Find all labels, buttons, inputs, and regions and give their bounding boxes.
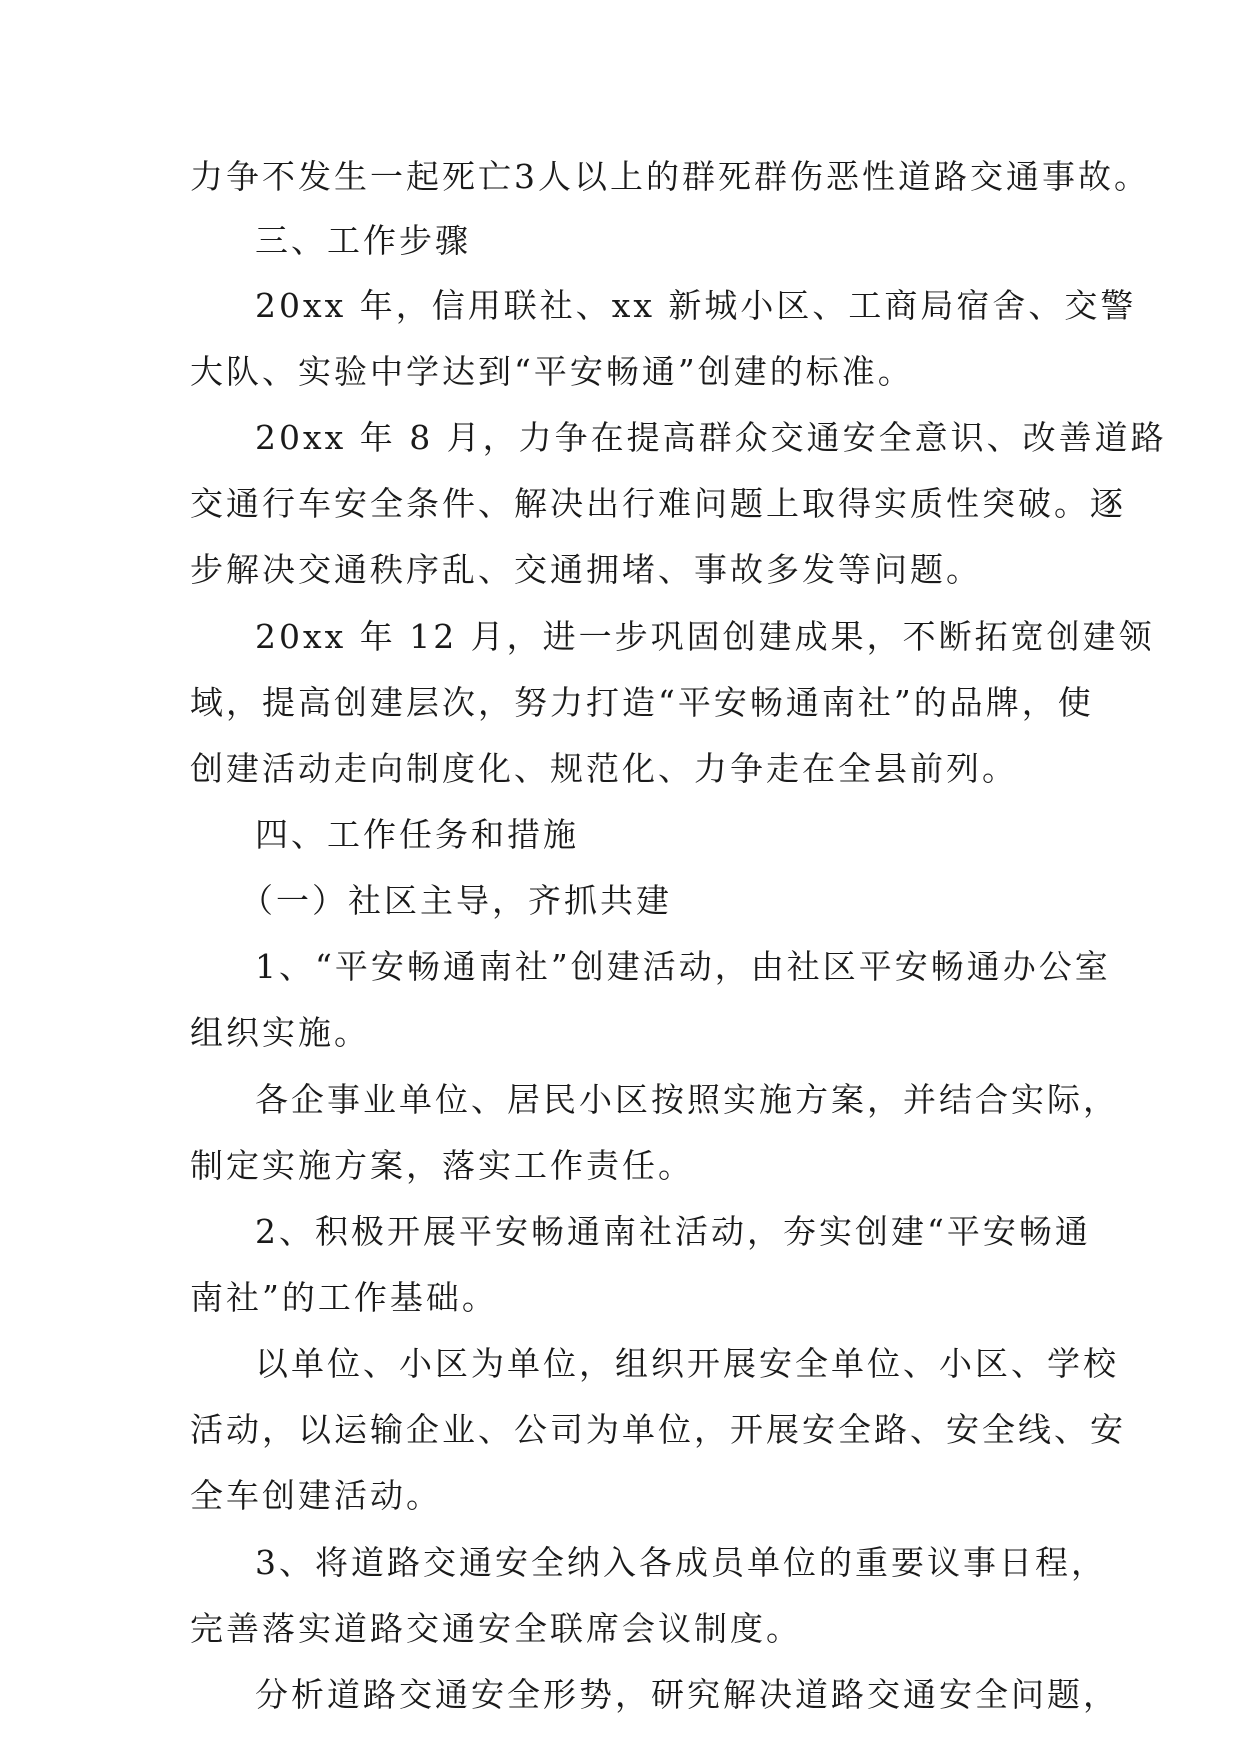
text-line: 全车创建活动。: [190, 1476, 442, 1515]
subsection-heading: （一）社区主导，齐抓共建: [240, 881, 672, 920]
text-line: 3、将道路交通安全纳入各成员单位的重要议事日程，: [255, 1543, 1107, 1582]
text-line: 制定实施方案，落实工作责任。: [190, 1146, 694, 1185]
text-line: 交通行车安全条件、解决出行难问题上取得实质性突破。逐: [190, 484, 1126, 523]
text-line: 创建活动走向制度化、规范化、力争走在全县前列。: [190, 749, 1018, 788]
text-line: 活动，以运输企业、公司为单位，开展安全路、安全线、安: [190, 1410, 1126, 1449]
text-line: 域，提高创建层次，努力打造“平安畅通南社”的品牌，使: [190, 683, 1094, 722]
text-line: 大队、实验中学达到“平安畅通”创建的标准。: [190, 352, 914, 391]
text-line: 2、积极开展平安畅通南社活动，夯实创建“平安畅通: [255, 1212, 1091, 1251]
text-line: 组织实施。: [190, 1013, 370, 1052]
text-line: 20xx 年 12 月，进一步巩固创建成果，不断拓宽创建领: [255, 617, 1155, 656]
text-line: 20xx 年，信用联社、xx 新城小区、工商局宿舍、交警: [255, 286, 1137, 325]
text-line: 1、“平安畅通南社”创建活动，由社区平安畅通办公室: [255, 947, 1111, 986]
text-line: 各企事业单位、居民小区按照实施方案，并结合实际，: [255, 1080, 1119, 1119]
text-line: 以单位、小区为单位，组织开展安全单位、小区、学校: [255, 1344, 1119, 1383]
section-heading: 三、工作步骤: [255, 221, 471, 260]
section-heading: 四、工作任务和措施: [255, 815, 579, 854]
text-line: 步解决交通秩序乱、交通拥堵、事故多发等问题。: [190, 550, 982, 589]
text-line: 20xx 年 8 月，力争在提高群众交通安全意识、改善道路: [255, 418, 1167, 457]
text-line: 南社”的工作基础。: [190, 1278, 498, 1317]
text-line: 分析道路交通安全形势，研究解决道路交通安全问题，: [255, 1675, 1119, 1714]
text-line: 完善落实道路交通安全联席会议制度。: [190, 1609, 802, 1648]
text-line: 力争不发生一起死亡3人以上的群死群伤恶性道路交通事故。: [190, 157, 1150, 196]
